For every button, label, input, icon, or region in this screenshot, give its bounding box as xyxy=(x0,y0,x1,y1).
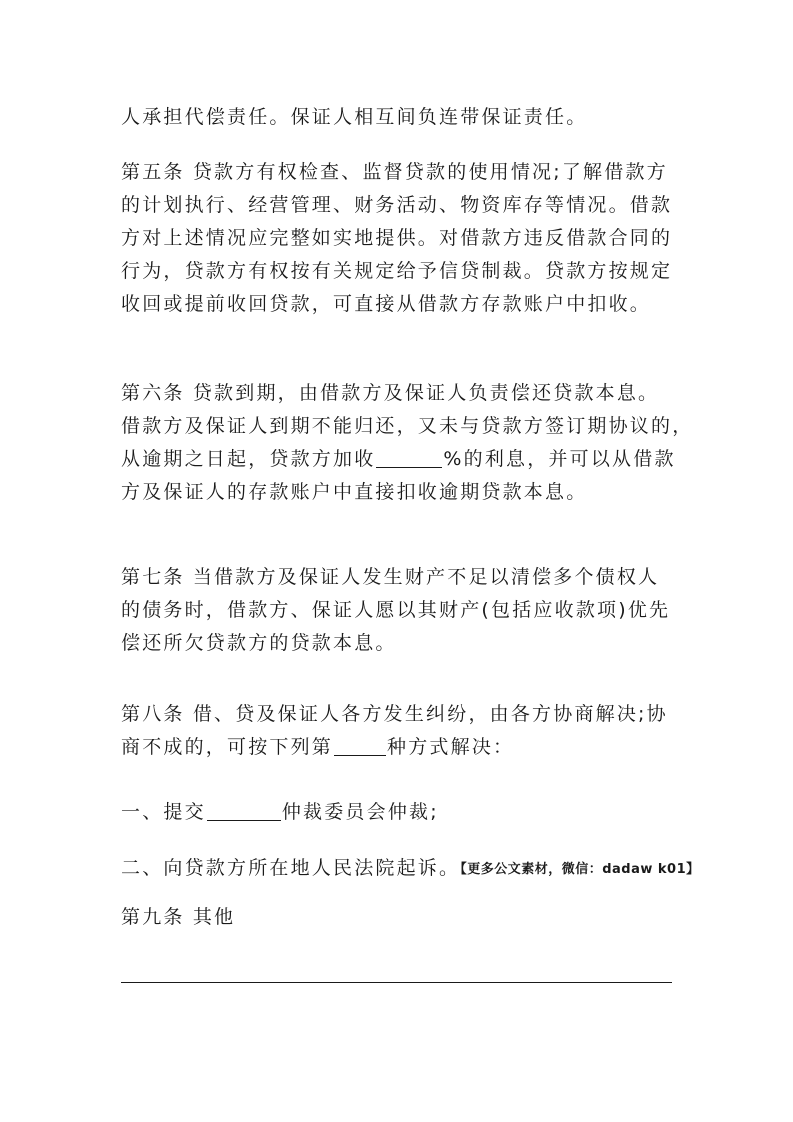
text-line xyxy=(121,796,681,829)
article-6 xyxy=(121,377,694,509)
text-fragment: 从逾期之日起，贷款方加收 xyxy=(121,448,376,470)
text-line: 行为，贷款方有权按有关规定给予信贷制裁。贷款方按规定 xyxy=(121,260,673,282)
arbitration-committee-blank[interactable] xyxy=(207,800,281,821)
text-fragment: 仲裁委员会仲裁; xyxy=(281,801,439,823)
text-line: 第七条 当借款方及保证人发生财产不足以清偿多个债权人 xyxy=(121,566,660,588)
text-line: 第九条 其他 xyxy=(121,906,236,928)
paragraph-guarantee-continuation xyxy=(121,101,681,134)
article-8 xyxy=(121,698,681,764)
text-line: 人承担代偿责任。保证人相互间负连带保证责任。 xyxy=(121,106,588,128)
promo-note: 【更多公文素材，微信：dadaw k01】 xyxy=(460,862,700,877)
text-fragment: 二、向贷款方所在地人民法院起诉。 xyxy=(121,857,461,879)
text-line xyxy=(121,852,700,886)
text-fragment: 一、提交 xyxy=(121,801,206,823)
text-line: 第五条 贷款方有权检查、监督贷款的使用情况;了解借款方 xyxy=(121,161,668,183)
text-line xyxy=(121,443,681,476)
option-arbitration xyxy=(121,796,681,829)
article-5 xyxy=(121,156,681,321)
method-number-blank[interactable] xyxy=(334,735,386,756)
text-line: 第六条 贷款到期，由借款方及保证人负责偿还贷款本息。 xyxy=(121,382,660,404)
text-fragment: 商不成的，可按下列第 xyxy=(121,736,334,758)
text-line: 收回或提前收回贷款，可直接从借款方存款账户中扣收。 xyxy=(121,293,652,315)
text-line: 方对上述情况应完整如实地提供。对借款方违反借款合同的 xyxy=(121,227,673,249)
article-9 xyxy=(121,901,681,934)
option-court xyxy=(121,852,700,886)
text-line: 第八条 借、贷及保证人各方发生纠纷，由各方协商解决;协 xyxy=(121,703,668,725)
interest-rate-blank[interactable] xyxy=(376,447,442,468)
text-line: 借款方及保证人到期不能归还，又未与贷款方签订期协议的， xyxy=(121,415,694,437)
text-line: 的债务时，借款方、保证人愿以其财产(包括应收款项)优先 xyxy=(121,599,671,621)
text-fragment: 种方式解决： xyxy=(387,736,515,758)
other-terms-blank-line[interactable] xyxy=(121,982,672,983)
text-line: 偿还所欠贷款方的贷款本息。 xyxy=(121,632,397,654)
text-fragment: %的利息，并可以从借款 xyxy=(443,448,676,470)
text-line: 方及保证人的存款账户中直接扣收逾期贷款本息。 xyxy=(121,481,588,503)
article-7 xyxy=(121,561,681,660)
text-line xyxy=(121,731,681,764)
text-line: 的计划执行、经营管理、财务活动、物资库存等情况。借款 xyxy=(121,194,673,216)
